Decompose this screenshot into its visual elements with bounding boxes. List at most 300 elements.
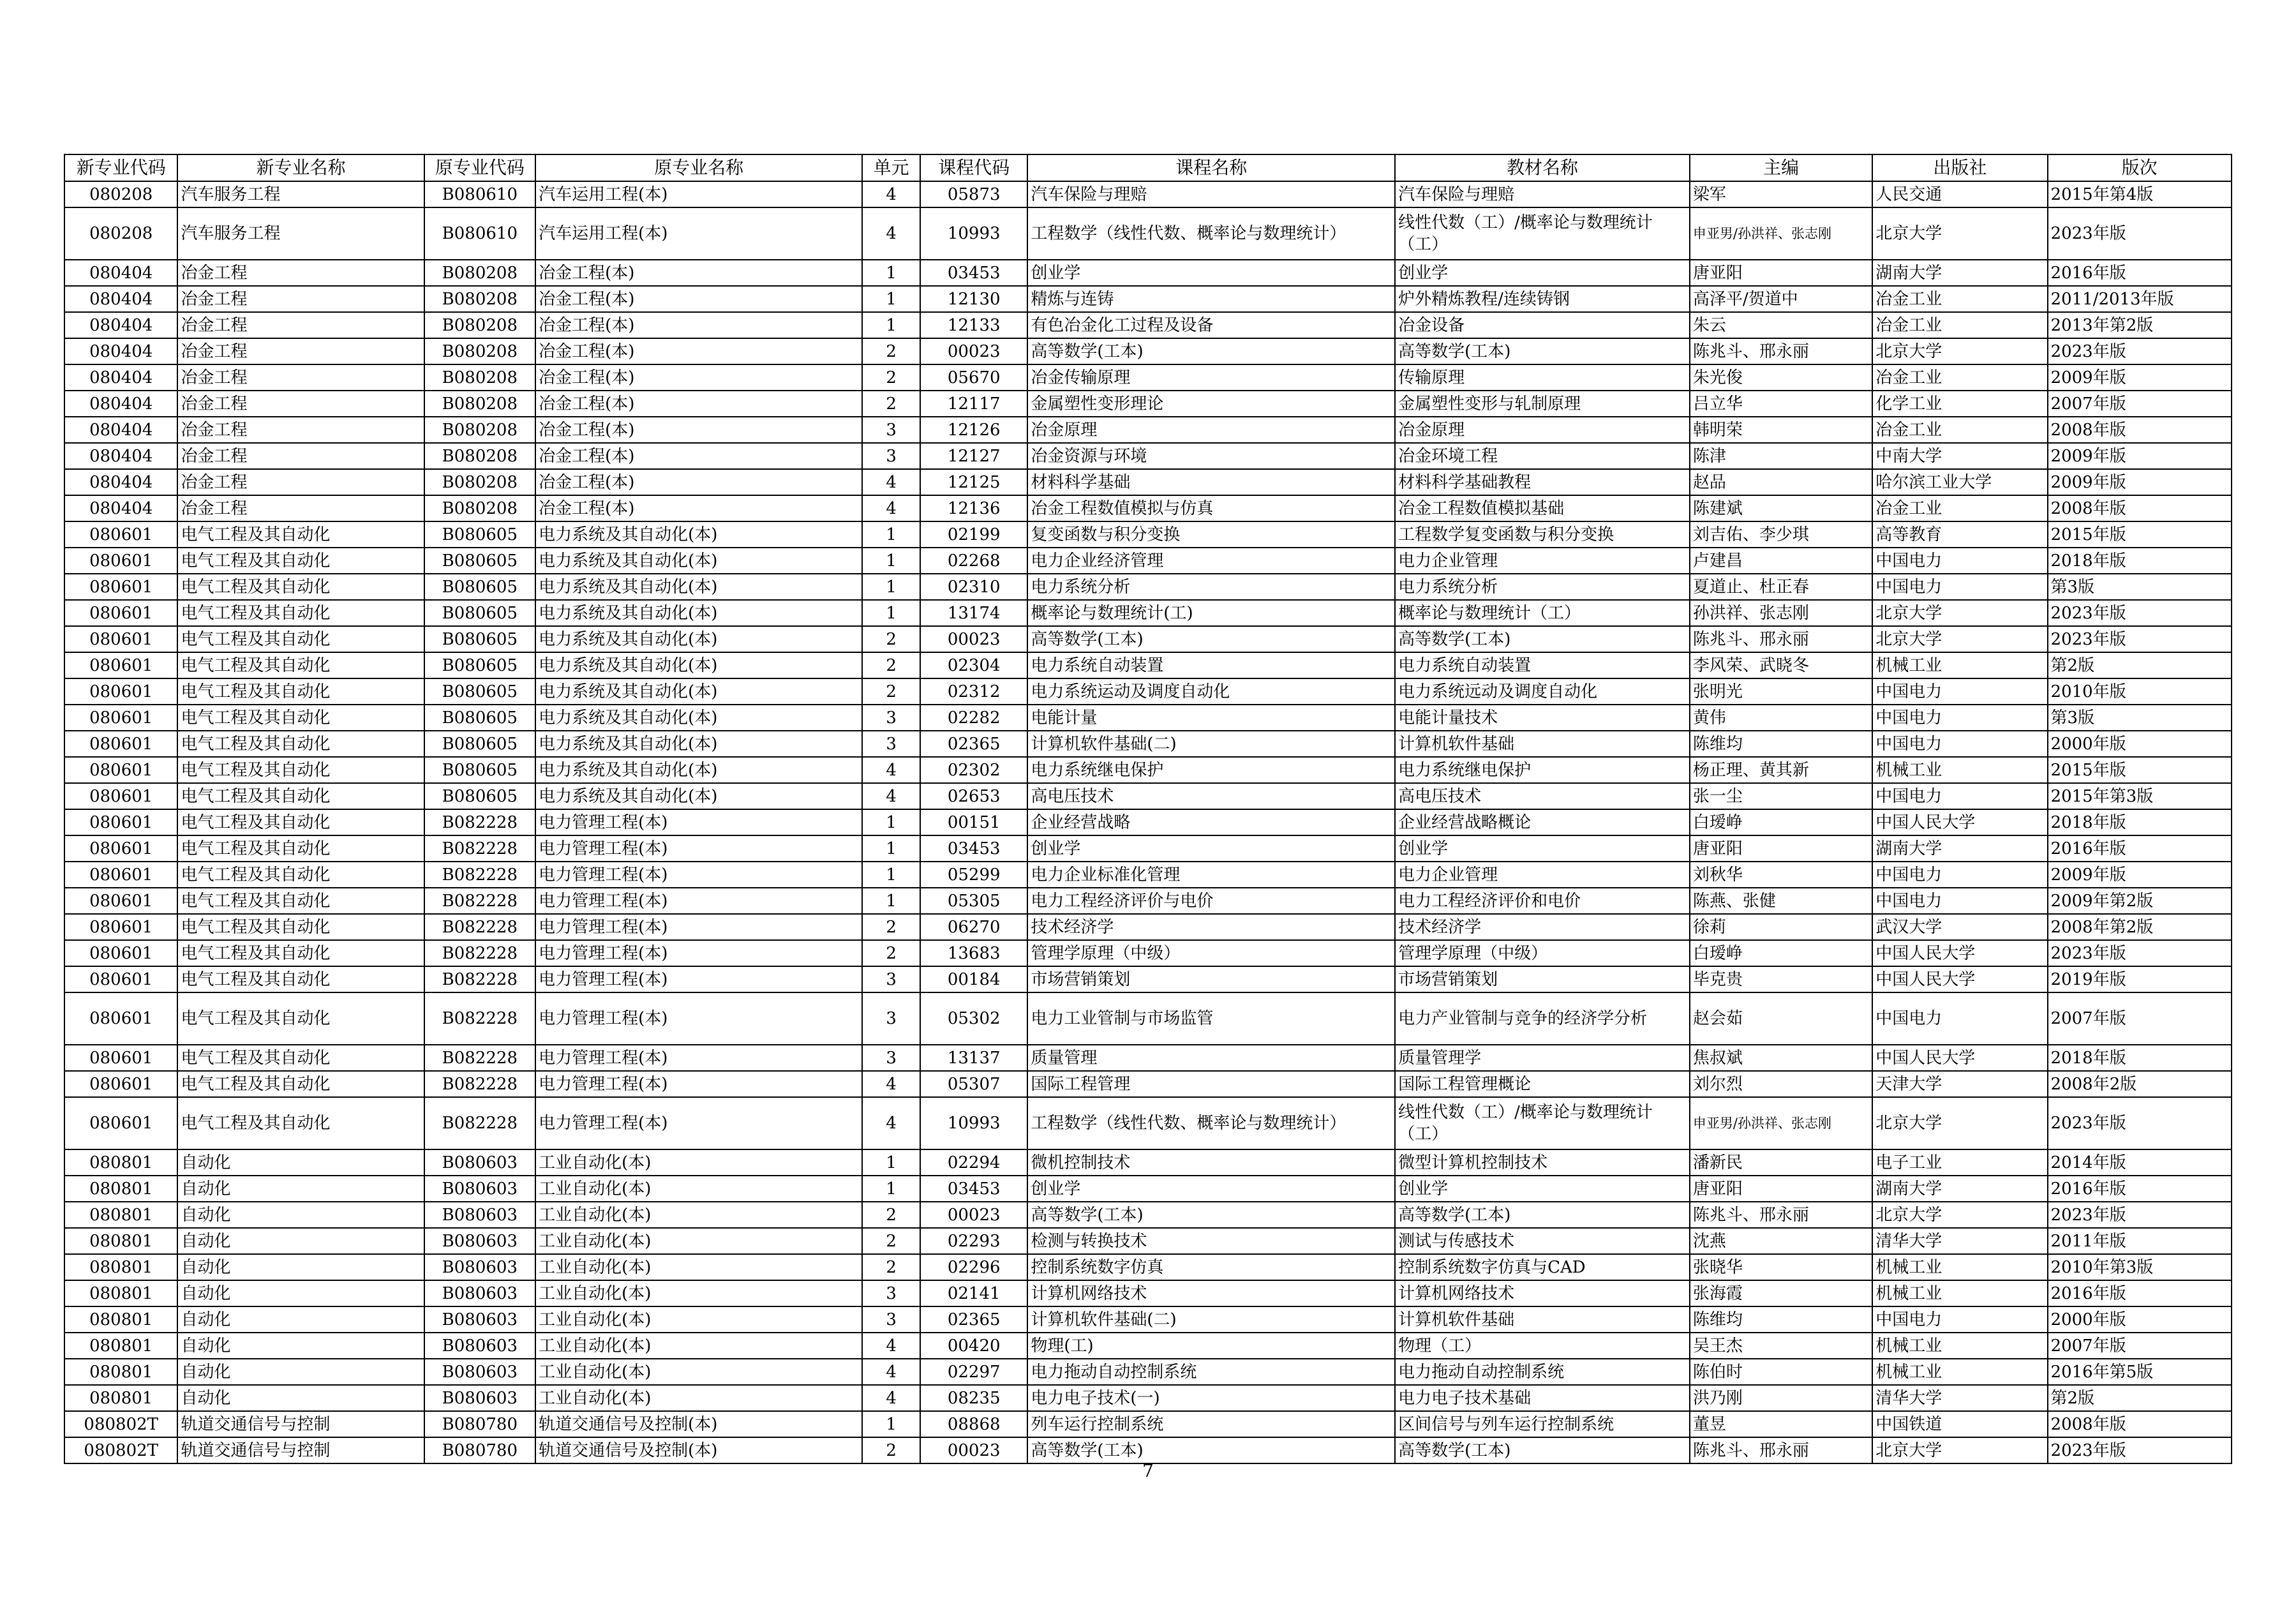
table-cell: 2014年版	[2048, 1149, 2232, 1176]
table-cell: 4	[862, 495, 920, 521]
table-cell: 冶金工程(本)	[535, 495, 862, 521]
table-cell: 工业自动化(本)	[535, 1202, 862, 1228]
table-cell: 工程数学（线性代数、概率论与数理统计）	[1027, 1097, 1395, 1149]
table-cell: B080208	[424, 260, 535, 286]
table-cell: 中国电力	[1872, 705, 2047, 731]
table-cell: 00023	[920, 626, 1027, 652]
table-row	[64, 1359, 2232, 1385]
table-cell: 电力电子技术基础	[1395, 1385, 1690, 1411]
table-cell: 电力系统自动装置	[1027, 652, 1395, 678]
table-cell: 微机控制技术	[1027, 1149, 1395, 1176]
table-cell: B080603	[424, 1254, 535, 1280]
table-cell: 冶金资源与环境	[1027, 443, 1395, 469]
table-cell: 吕立华	[1690, 391, 1872, 417]
table-cell: 080601	[64, 574, 177, 600]
table-cell: 计算机软件基础	[1395, 731, 1690, 757]
table-cell: 韩明荣	[1690, 417, 1872, 443]
table-cell: 03453	[920, 1176, 1027, 1202]
table-cell: 电气工程及其自动化	[177, 809, 424, 835]
table-cell: 高等数学(工本)	[1395, 338, 1690, 364]
table-cell: 4	[862, 1333, 920, 1359]
table-cell: 创业学	[1395, 835, 1690, 862]
table-cell: B080605	[424, 574, 535, 600]
table-cell: 2008年2版	[2048, 1071, 2232, 1097]
table-row	[64, 678, 2232, 705]
table-cell: 清华大学	[1872, 1385, 2047, 1411]
table-cell: 080404	[64, 417, 177, 443]
table-cell: 工业自动化(本)	[535, 1149, 862, 1176]
table-cell: 2009年版	[2048, 364, 2232, 391]
table-cell: 电力系统及其自动化(本)	[535, 626, 862, 652]
table-cell: 冶金工业	[1872, 364, 2047, 391]
table-row	[64, 783, 2232, 809]
table-cell: 陈维均	[1690, 1306, 1872, 1333]
table-cell: 高泽平/贺道中	[1690, 286, 1872, 312]
table-cell: 12133	[920, 312, 1027, 338]
table-cell: 机械工业	[1872, 652, 2047, 678]
table-cell: 2023年版	[2048, 207, 2232, 260]
table-cell: 冶金工程数值模拟基础	[1395, 495, 1690, 521]
page-number: 7	[1142, 1460, 1154, 1481]
table-cell: B080605	[424, 705, 535, 731]
table-cell: 080208	[64, 207, 177, 260]
table-cell: 冶金工程	[177, 286, 424, 312]
table-cell: 080601	[64, 809, 177, 835]
table-cell: 05299	[920, 862, 1027, 888]
table-cell: 2011年版	[2048, 1228, 2232, 1254]
table-cell: 1	[862, 260, 920, 286]
table-cell: 2016年版	[2048, 1280, 2232, 1306]
table-cell: 冶金工程	[177, 417, 424, 443]
table-cell: 1	[862, 1176, 920, 1202]
column-header: 原专业名称	[535, 154, 862, 181]
table-cell: 080601	[64, 600, 177, 626]
table-cell: 电气工程及其自动化	[177, 1045, 424, 1071]
table-cell: 电气工程及其自动化	[177, 835, 424, 862]
table-cell: 冶金工业	[1872, 312, 2047, 338]
table-cell: 唐亚阳	[1690, 260, 1872, 286]
table-cell: 电力管理工程(本)	[535, 1045, 862, 1071]
table-cell: 电力拖动自动控制系统	[1395, 1359, 1690, 1385]
table-cell: 冶金工程(本)	[535, 443, 862, 469]
table-cell: 北京大学	[1872, 600, 2047, 626]
table-cell: 电力系统自动装置	[1395, 652, 1690, 678]
table-cell: 电力系统及其自动化(本)	[535, 757, 862, 783]
table-cell: 2009年第2版	[2048, 888, 2232, 914]
table-cell: 冶金工程(本)	[535, 338, 862, 364]
table-cell: 2023年版	[2048, 600, 2232, 626]
table-cell: 4	[862, 1071, 920, 1097]
table-cell: 3	[862, 731, 920, 757]
table-cell: 080601	[64, 626, 177, 652]
table-cell: 2	[862, 1254, 920, 1280]
table-cell: 北京大学	[1872, 207, 2047, 260]
table-cell: 洪乃刚	[1690, 1385, 1872, 1411]
table-cell: 高等数学(工本)	[1027, 1202, 1395, 1228]
table-cell: 2016年版	[2048, 260, 2232, 286]
column-header: 主编	[1690, 154, 1872, 181]
table-cell: 080601	[64, 835, 177, 862]
table-cell: 线性代数（工）/概率论与数理统计（工）	[1395, 207, 1690, 260]
table-cell: 第2版	[2048, 1385, 2232, 1411]
table-row	[64, 1045, 2232, 1071]
table-cell: 03453	[920, 260, 1027, 286]
table-cell: 陈兆斗、邢永丽	[1690, 626, 1872, 652]
table-cell: 00023	[920, 1202, 1027, 1228]
table-cell: 080601	[64, 1045, 177, 1071]
table-cell: 2009年版	[2048, 862, 2232, 888]
table-row	[64, 1280, 2232, 1306]
table-cell: 12127	[920, 443, 1027, 469]
table-cell: 工业自动化(本)	[535, 1254, 862, 1280]
table-cell: 中国电力	[1872, 783, 2047, 809]
table-cell: B080605	[424, 600, 535, 626]
table-cell: B080603	[424, 1176, 535, 1202]
table-cell: B080603	[424, 1306, 535, 1333]
table-cell: B080610	[424, 181, 535, 207]
table-cell: 电气工程及其自动化	[177, 705, 424, 731]
table-cell: 检测与转换技术	[1027, 1228, 1395, 1254]
table-cell: 2016年第5版	[2048, 1359, 2232, 1385]
table-cell: 080801	[64, 1333, 177, 1359]
table-cell: 电力管理工程(本)	[535, 1097, 862, 1149]
table-cell: 高电压技术	[1027, 783, 1395, 809]
table-cell: 02141	[920, 1280, 1027, 1306]
table-row	[64, 207, 2232, 260]
table-cell: 2008年第2版	[2048, 914, 2232, 940]
table-cell: 电气工程及其自动化	[177, 574, 424, 600]
table-cell: 12117	[920, 391, 1027, 417]
table-cell: 控制系统数字仿真	[1027, 1254, 1395, 1280]
table-cell: 电力管理工程(本)	[535, 809, 862, 835]
table-cell: 中国人民大学	[1872, 1045, 2047, 1071]
table-cell: B080208	[424, 391, 535, 417]
table-cell: 朱云	[1690, 312, 1872, 338]
table-cell: 中国电力	[1872, 678, 2047, 705]
table-cell: 自动化	[177, 1176, 424, 1202]
table-cell: 1	[862, 521, 920, 548]
table-cell: 高等数学(工本)	[1395, 626, 1690, 652]
table-cell: 05302	[920, 992, 1027, 1045]
table-cell: 2009年版	[2048, 469, 2232, 495]
table-cell: 08235	[920, 1385, 1027, 1411]
table-cell: 有色冶金化工过程及设备	[1027, 312, 1395, 338]
table-cell: 冶金工程数值模拟与仿真	[1027, 495, 1395, 521]
table-cell: 00151	[920, 809, 1027, 835]
table-cell: 电力管理工程(本)	[535, 966, 862, 992]
table-cell: 工业自动化(本)	[535, 1306, 862, 1333]
table-cell: 2	[862, 391, 920, 417]
table-cell: 高等数学(工本)	[1027, 1437, 1395, 1463]
table-cell: 电气工程及其自动化	[177, 1071, 424, 1097]
table-cell: 金属塑性变形理论	[1027, 391, 1395, 417]
table-cell: 中国电力	[1872, 548, 2047, 574]
table-cell: 自动化	[177, 1280, 424, 1306]
table-cell: 02310	[920, 574, 1027, 600]
table-cell: B080603	[424, 1202, 535, 1228]
table-cell: 电力管理工程(本)	[535, 862, 862, 888]
table-cell: 02293	[920, 1228, 1027, 1254]
table-cell: 复变函数与积分变换	[1027, 521, 1395, 548]
table-cell: 汽车保险与理赔	[1027, 181, 1395, 207]
table-cell: 白瑷峥	[1690, 809, 1872, 835]
table-cell: 中国电力	[1872, 731, 2047, 757]
table-cell: 2	[862, 940, 920, 966]
table-cell: B080605	[424, 678, 535, 705]
table-cell: 中国电力	[1872, 574, 2047, 600]
table-cell: 湖南大学	[1872, 835, 2047, 862]
table-cell: 080404	[64, 364, 177, 391]
table-cell: 4	[862, 469, 920, 495]
table-cell: 1	[862, 1411, 920, 1437]
table-cell: 陈燕、张健	[1690, 888, 1872, 914]
table-cell: 080801	[64, 1280, 177, 1306]
table-cell: 电子工业	[1872, 1149, 2047, 1176]
table-cell: 2008年版	[2048, 417, 2232, 443]
table-cell: 创业学	[1027, 1176, 1395, 1202]
table-cell: 冶金工业	[1872, 417, 2047, 443]
table-cell: B080605	[424, 521, 535, 548]
table-cell: 冶金工程(本)	[535, 364, 862, 391]
table-cell: 2023年版	[2048, 626, 2232, 652]
table-cell: 2015年第3版	[2048, 783, 2232, 809]
table-cell: 冶金工程	[177, 495, 424, 521]
table-cell: 高等数学(工本)	[1027, 626, 1395, 652]
table-cell: 电力管理工程(本)	[535, 940, 862, 966]
table-cell: 4	[862, 1385, 920, 1411]
table-cell: 电力系统及其自动化(本)	[535, 574, 862, 600]
table-row	[64, 417, 2232, 443]
table-cell: 2023年版	[2048, 940, 2232, 966]
table-cell: 080601	[64, 783, 177, 809]
table-row	[64, 286, 2232, 312]
table-cell: 中国电力	[1872, 1306, 2047, 1333]
table-cell: 湖南大学	[1872, 1176, 2047, 1202]
table-cell: 冶金工程	[177, 443, 424, 469]
table-cell: 湖南大学	[1872, 260, 2047, 286]
table-cell: 冶金工程(本)	[535, 417, 862, 443]
table-cell: 自动化	[177, 1228, 424, 1254]
table-cell: 技术经济学	[1027, 914, 1395, 940]
table-cell: 机械工业	[1872, 1359, 2047, 1385]
table-cell: 080801	[64, 1202, 177, 1228]
table-cell: 电力系统及其自动化(本)	[535, 705, 862, 731]
table-cell: 2015年第4版	[2048, 181, 2232, 207]
table-body	[64, 181, 2232, 1463]
table-cell: B080605	[424, 548, 535, 574]
table-cell: 080601	[64, 914, 177, 940]
table-cell: 080802T	[64, 1411, 177, 1437]
table-cell: 测试与传感技术	[1395, 1228, 1690, 1254]
table-cell: 高等数学(工本)	[1395, 1202, 1690, 1228]
table-cell: 创业学	[1395, 1176, 1690, 1202]
table-cell: 4	[862, 783, 920, 809]
table-cell: 自动化	[177, 1333, 424, 1359]
table-cell: 工业自动化(本)	[535, 1385, 862, 1411]
table-cell: B082228	[424, 835, 535, 862]
table-cell: 08868	[920, 1411, 1027, 1437]
table-cell: 12136	[920, 495, 1027, 521]
table-cell: 2000年版	[2048, 731, 2232, 757]
table-cell: B082228	[424, 888, 535, 914]
table-cell: B080208	[424, 286, 535, 312]
table-cell: 3	[862, 443, 920, 469]
table-cell: 中国人民大学	[1872, 809, 2047, 835]
table-cell: 中国人民大学	[1872, 966, 2047, 992]
table-cell: 质量管理	[1027, 1045, 1395, 1071]
table-cell: 2023年版	[2048, 338, 2232, 364]
table-cell: B082228	[424, 1045, 535, 1071]
table-cell: 电力企业经济管理	[1027, 548, 1395, 574]
table-cell: 12125	[920, 469, 1027, 495]
table-cell: 工业自动化(本)	[535, 1333, 862, 1359]
table-cell: 1	[862, 548, 920, 574]
table-cell: 4	[862, 1359, 920, 1385]
table-cell: 05670	[920, 364, 1027, 391]
table-cell: 2023年版	[2048, 1202, 2232, 1228]
table-row	[64, 1176, 2232, 1202]
table-row	[64, 992, 2232, 1045]
table-cell: 080404	[64, 391, 177, 417]
table-cell: 汽车服务工程	[177, 181, 424, 207]
table-row	[64, 260, 2232, 286]
table-cell: 080208	[64, 181, 177, 207]
table-cell: 工业自动化(本)	[535, 1359, 862, 1385]
table-row	[64, 1385, 2232, 1411]
table-cell: 梁军	[1690, 181, 1872, 207]
table-cell: 高电压技术	[1395, 783, 1690, 809]
table-cell: 电气工程及其自动化	[177, 914, 424, 940]
table-cell: B080208	[424, 443, 535, 469]
table-cell: 080601	[64, 940, 177, 966]
table-cell: 电气工程及其自动化	[177, 626, 424, 652]
table-cell: 电力拖动自动控制系统	[1027, 1359, 1395, 1385]
table-cell: 电力管理工程(本)	[535, 888, 862, 914]
table-cell: 2018年版	[2048, 809, 2232, 835]
table-cell: 申亚男/孙洪祥、张志刚	[1690, 1097, 1872, 1149]
table-cell: 电力工程经济评价与电价	[1027, 888, 1395, 914]
table-cell: 张晓华	[1690, 1254, 1872, 1280]
table-cell: 质量管理学	[1395, 1045, 1690, 1071]
table-cell: 080601	[64, 1071, 177, 1097]
table-cell: 3	[862, 1045, 920, 1071]
table-cell: 冶金传输原理	[1027, 364, 1395, 391]
table-cell: 夏道止、杜正春	[1690, 574, 1872, 600]
table-cell: 陈兆斗、邢永丽	[1690, 1437, 1872, 1463]
column-header: 出版社	[1872, 154, 2047, 181]
textbook-table	[64, 154, 2232, 1464]
table-cell: 2	[862, 678, 920, 705]
table-cell: 电力管理工程(本)	[535, 992, 862, 1045]
table-cell: 02653	[920, 783, 1027, 809]
table-cell: 汽车运用工程(本)	[535, 207, 862, 260]
table-row	[64, 626, 2232, 652]
table-cell: 080404	[64, 495, 177, 521]
table-cell: 管理学原理（中级）	[1395, 940, 1690, 966]
table-cell: 中国铁道	[1872, 1411, 2047, 1437]
table-cell: 02365	[920, 1306, 1027, 1333]
table-cell: 概率论与数理统计(工)	[1027, 600, 1395, 626]
table-cell: 1	[862, 600, 920, 626]
table-cell: 2000年版	[2048, 1306, 2232, 1333]
table-cell: 炉外精炼教程/连续铸钢	[1395, 286, 1690, 312]
table-cell: 人民交通	[1872, 181, 2047, 207]
table-cell: 2008年版	[2048, 1411, 2232, 1437]
table-cell: 电气工程及其自动化	[177, 757, 424, 783]
table-cell: 轨道交通信号与控制	[177, 1437, 424, 1463]
table-cell: 杨正理、黄其新	[1690, 757, 1872, 783]
table-row	[64, 364, 2232, 391]
table-cell: B080605	[424, 783, 535, 809]
table-cell: 高等数学(工本)	[1027, 338, 1395, 364]
table-row	[64, 391, 2232, 417]
table-cell: 10993	[920, 207, 1027, 260]
table-cell: 赵品	[1690, 469, 1872, 495]
table-cell: B080208	[424, 469, 535, 495]
column-header: 版次	[2048, 154, 2232, 181]
table-cell: 电力系统及其自动化(本)	[535, 548, 862, 574]
table-cell: 03453	[920, 835, 1027, 862]
table-cell: 3	[862, 1306, 920, 1333]
table-cell: 080601	[64, 548, 177, 574]
table-cell: B080605	[424, 652, 535, 678]
table-cell: 02296	[920, 1254, 1027, 1280]
table-cell: 电气工程及其自动化	[177, 600, 424, 626]
table-cell: 冶金环境工程	[1395, 443, 1690, 469]
table-cell: 北京大学	[1872, 338, 2047, 364]
table-cell: 080404	[64, 312, 177, 338]
table-row	[64, 1306, 2232, 1333]
table-cell: 北京大学	[1872, 1202, 2047, 1228]
table-cell: 2016年版	[2048, 835, 2232, 862]
table-cell: B080605	[424, 757, 535, 783]
table-cell: 2010年第3版	[2048, 1254, 2232, 1280]
table-cell: 1	[862, 862, 920, 888]
table-cell: 2	[862, 1228, 920, 1254]
table-row	[64, 652, 2232, 678]
table-cell: 电力管理工程(本)	[535, 835, 862, 862]
table-cell: 电力产业管制与竞争的经济学分析	[1395, 992, 1690, 1045]
table-cell: 张一尘	[1690, 783, 1872, 809]
table-cell: 080601	[64, 888, 177, 914]
table-row	[64, 966, 2232, 992]
column-header: 新专业代码	[64, 154, 177, 181]
table-cell: 刘吉佑、李少琪	[1690, 521, 1872, 548]
table-cell: 2007年版	[2048, 992, 2232, 1045]
table-cell: 孙洪祥、张志刚	[1690, 600, 1872, 626]
table-cell: 冶金原理	[1027, 417, 1395, 443]
table-cell: 3	[862, 1280, 920, 1306]
table-row	[64, 1333, 2232, 1359]
table-cell: 2015年版	[2048, 757, 2232, 783]
table-cell: 电气工程及其自动化	[177, 1097, 424, 1149]
table-cell: 2018年版	[2048, 548, 2232, 574]
table-cell: 吴王杰	[1690, 1333, 1872, 1359]
table-cell: 2	[862, 914, 920, 940]
table-cell: 材料科学基础	[1027, 469, 1395, 495]
table-cell: B080603	[424, 1385, 535, 1411]
table-row	[64, 809, 2232, 835]
column-header: 教材名称	[1395, 154, 1690, 181]
table-cell: 02365	[920, 731, 1027, 757]
table-cell: 3	[862, 966, 920, 992]
table-cell: 陈维均	[1690, 731, 1872, 757]
table-cell: 电气工程及其自动化	[177, 731, 424, 757]
table-row	[64, 1437, 2232, 1463]
table-row	[64, 495, 2232, 521]
table-cell: 电力系统及其自动化(本)	[535, 731, 862, 757]
table-cell: 冶金原理	[1395, 417, 1690, 443]
